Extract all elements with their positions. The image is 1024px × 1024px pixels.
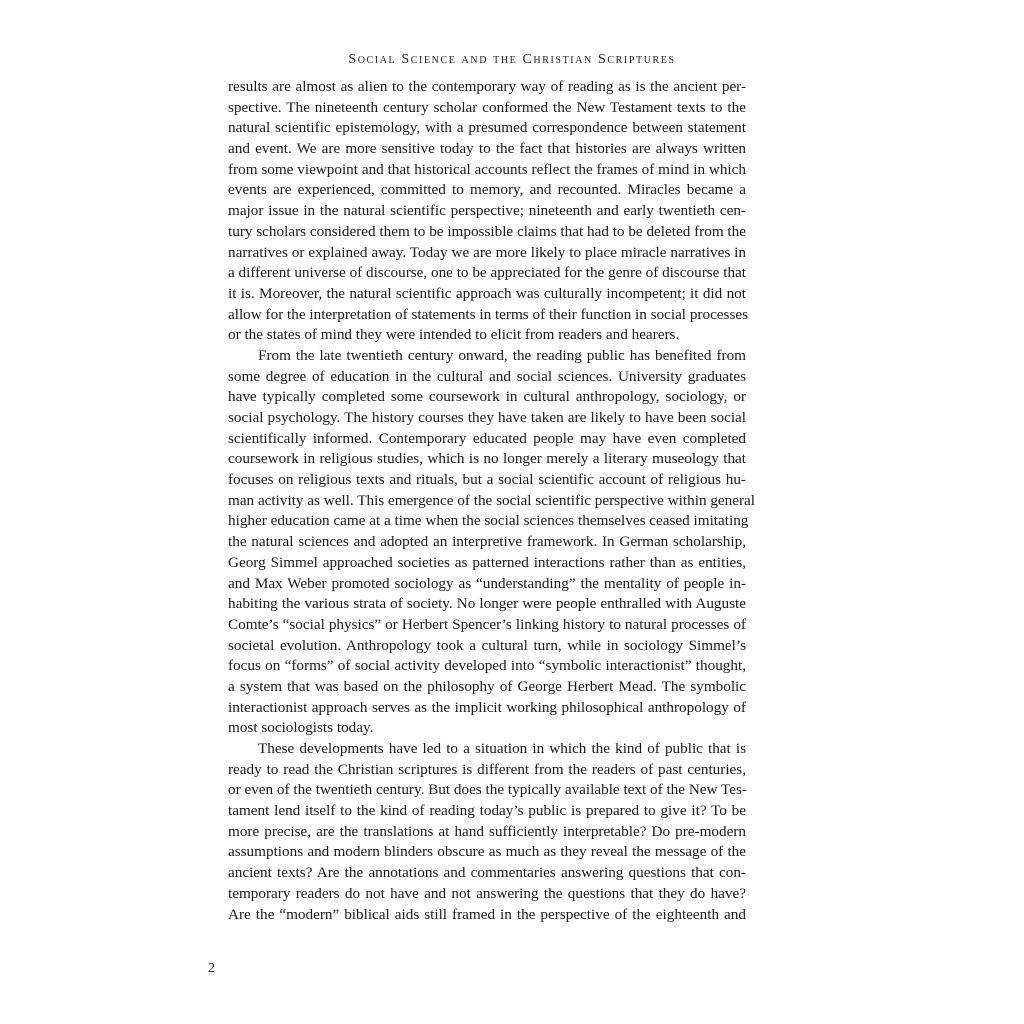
text-line: social psychology. The history courses they have taken are likely to have been social	[228, 409, 746, 426]
text-line: or even of the twentieth century. But does the typically available text of the New Tes-	[228, 781, 747, 799]
text-line: tury scholars considered them to be impossible claims that had to be deleted from the	[228, 222, 746, 240]
text-line: events are experienced, committed to memory, and recounted. Miracles became a	[228, 181, 746, 199]
text-line: natural scientific epistemology, with a presumed correspondence between statement	[228, 119, 746, 137]
text-line: narratives or explained away. Today we are more likely to place miracle narratives in	[228, 243, 746, 261]
text-line: or the states of mind they were intended to elicit from readers and hearers.	[228, 326, 680, 344]
text-line: from some viewpoint and that historical accounts reflect the frames of mind in which	[228, 160, 746, 178]
text-line: a different universe of discourse, one to be appreciated for the genre of discourse that	[228, 264, 746, 282]
text-line: societal evolution. Anthropology took a cultural turn, while in sociology Simmel’s	[228, 636, 746, 654]
text-line: scientifically informed. Contemporary educated people may have even completed	[228, 429, 746, 447]
text-line: Georg Simmel approached societies as patterned interactions rather than as entities,	[228, 553, 746, 571]
text-line: have typically completed some coursework in cultural anthropology, sociology, or	[228, 388, 746, 406]
paragraph-1	[228, 77, 749, 346]
text-line: ready to read the Christian scriptures is different from the readers of past centuries,	[228, 760, 746, 778]
text-line: it is. Moreover, the natural scientific approach was culturally incompetent; it did not	[228, 284, 746, 302]
text-line: some degree of education in the cultural and social sciences. University graduates	[228, 367, 746, 385]
text-line: coursework in religious studies, which is no longer merely a literary museology that	[228, 450, 746, 468]
text-line: temporary readers do not have and not answering the questions that they do have?	[228, 884, 746, 902]
text-line: focuses on religious texts and rituals, but a social scientific account of religious hu-	[228, 471, 746, 489]
text-line: These developments have led to a situation in which the kind of public that is	[258, 740, 746, 757]
text-line: and event. We are more sensitive today to the fact that histories are always written	[228, 140, 746, 158]
text-line: most sociologists today.	[228, 719, 374, 737]
text-line: a system that was based on the philosophy of George Herbert Mead. The symbolic	[228, 677, 746, 695]
paragraph-3	[228, 739, 746, 925]
text-line: results are almost as alien to the contemporary way of reading as is the ancient per-	[228, 78, 746, 95]
running-head: Social Science and the Christian Scriptures	[348, 52, 676, 67]
text-line: major issue in the natural scientific perspective; nineteenth and early twentieth cen-	[228, 202, 746, 220]
text-line: the natural sciences and adopted an interpretive framework. In German scholarship,	[228, 533, 746, 551]
text-line: spective. The nineteenth century scholar conformed the New Testament texts to the	[228, 98, 746, 116]
text-line: Are the “modern” biblical aids still framed in the perspective of the eighteenth and	[228, 905, 746, 923]
text-line: tament lend itself to the kind of reading today’s public is prepared to give it? To be	[228, 802, 746, 820]
text-line: From the late twentieth century onward, the reading public has benefited from	[258, 346, 746, 364]
text-line: interactionist approach serves as the implicit working philosophical anthropology of	[228, 698, 746, 716]
text-line: man activity as well. This emergence of the social scientific perspective within general	[228, 491, 756, 509]
text-line: and Max Weber promoted sociology as “understanding” the mentality of people in-	[228, 574, 746, 592]
text-line: more precise, are the translations at hand sufficiently interpretable? Do pre-modern	[228, 822, 746, 840]
text-line: higher education came at a time when the social sciences themselves ceased imitating	[228, 512, 749, 530]
text-line: focus on “forms” of social activity developed into “symbolic interactionist” thought,	[228, 657, 746, 675]
text-line: Comte’s “social physics” or Herbert Spencer’s linking history to natural processes of	[228, 615, 746, 633]
text-line: assumptions and modern blinders obscure as much as they reveal the message of the	[228, 843, 746, 861]
text-line: allow for the interpretation of statements in terms of their function in social processes	[228, 305, 749, 323]
text-line: ancient texts? Are the annotations and commentaries answering questions that con-	[228, 864, 746, 882]
paragraph-2	[228, 346, 756, 739]
text-line: habiting the various strata of society. No longer were people enthralled with Auguste	[228, 595, 746, 613]
page-number: 2	[208, 961, 215, 976]
body-text	[228, 77, 756, 925]
